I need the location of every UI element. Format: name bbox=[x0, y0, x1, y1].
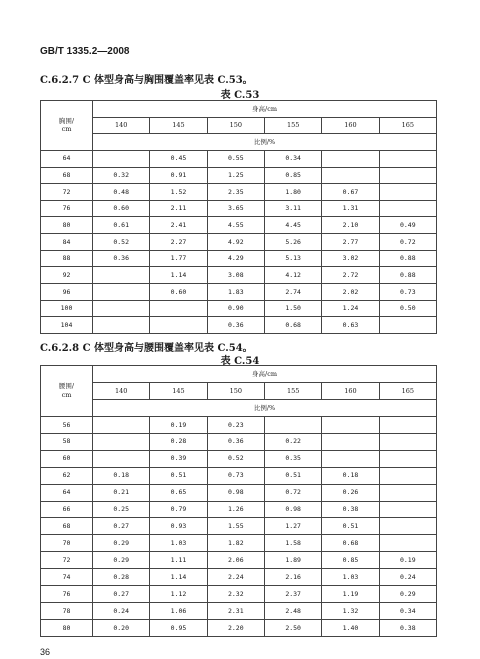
table-cell: 1.58 bbox=[264, 535, 321, 552]
table-cell: 0.29 bbox=[379, 586, 436, 603]
table-cell: 5.26 bbox=[264, 234, 321, 251]
table-cell bbox=[379, 150, 436, 167]
table-row bbox=[41, 620, 437, 637]
table-cell: 0.35 bbox=[264, 450, 321, 467]
table-row bbox=[41, 416, 437, 433]
table-cell bbox=[379, 433, 436, 450]
table-cell: 0.88 bbox=[379, 250, 436, 267]
table-cell: 2.50 bbox=[264, 620, 321, 637]
table-cell: 1.89 bbox=[264, 552, 321, 569]
table-cell: 1.03 bbox=[150, 535, 207, 552]
table-row bbox=[41, 484, 437, 501]
table-cell: 0.51 bbox=[264, 467, 321, 484]
table-cell bbox=[150, 300, 207, 317]
column-header: 155 bbox=[264, 382, 321, 399]
row-label: 96 bbox=[41, 284, 93, 301]
row-label: 100 bbox=[41, 300, 93, 317]
row-label: 104 bbox=[41, 317, 93, 334]
table-cell: 0.25 bbox=[93, 501, 150, 518]
table-row bbox=[41, 450, 437, 467]
table-cell: 0.34 bbox=[264, 150, 321, 167]
table-cell: 2.48 bbox=[264, 603, 321, 620]
table-cell bbox=[264, 416, 321, 433]
table-cell: 0.27 bbox=[93, 586, 150, 603]
table-cell bbox=[322, 150, 379, 167]
table-row bbox=[41, 234, 437, 251]
table-cell: 0.73 bbox=[207, 467, 264, 484]
column-header: 165 bbox=[379, 117, 436, 134]
table-cell: 0.39 bbox=[150, 450, 207, 467]
table-cell: 0.32 bbox=[93, 167, 150, 184]
header-row bbox=[41, 382, 437, 399]
table-cell: 0.88 bbox=[379, 267, 436, 284]
column-header: 160 bbox=[322, 382, 379, 399]
table-row bbox=[41, 184, 437, 201]
table-cell: 0.72 bbox=[264, 484, 321, 501]
table-cell: 1.14 bbox=[150, 267, 207, 284]
table-cell: 0.52 bbox=[93, 234, 150, 251]
header-row bbox=[41, 101, 437, 118]
table-c53 bbox=[40, 100, 437, 334]
table-cell: 2.77 bbox=[322, 234, 379, 251]
table-cell: 2.16 bbox=[264, 569, 321, 586]
table-cell: 1.83 bbox=[207, 284, 264, 301]
row-label: 56 bbox=[41, 416, 93, 433]
table-cell: 4.45 bbox=[264, 217, 321, 234]
column-group-header: 身高/cm bbox=[93, 366, 437, 383]
value-header: 比例/% bbox=[93, 134, 437, 151]
table-cell: 0.28 bbox=[93, 569, 150, 586]
table-cell: 1.77 bbox=[150, 250, 207, 267]
table-cell: 0.38 bbox=[322, 501, 379, 518]
column-header: 145 bbox=[150, 382, 207, 399]
table-row bbox=[41, 552, 437, 569]
row-label: 58 bbox=[41, 433, 93, 450]
table-cell: 0.55 bbox=[207, 150, 264, 167]
row-label: 72 bbox=[41, 184, 93, 201]
table-cell: 1.40 bbox=[322, 620, 379, 637]
row-label: 80 bbox=[41, 620, 93, 637]
table-cell: 0.98 bbox=[264, 501, 321, 518]
table-cell: 0.85 bbox=[322, 552, 379, 569]
table-cell: 0.51 bbox=[150, 467, 207, 484]
table-row bbox=[41, 284, 437, 301]
table-cell bbox=[379, 167, 436, 184]
table-cell: 1.82 bbox=[207, 535, 264, 552]
row-label: 72 bbox=[41, 552, 93, 569]
table-caption-c54: 表 C.54 bbox=[220, 356, 260, 367]
table-cell: 0.60 bbox=[150, 284, 207, 301]
table-cell: 2.24 bbox=[207, 569, 264, 586]
table-cell: 1.19 bbox=[322, 586, 379, 603]
table-cell bbox=[93, 300, 150, 317]
column-header: 160 bbox=[322, 117, 379, 134]
table-cell: 1.50 bbox=[264, 300, 321, 317]
row-label: 68 bbox=[41, 167, 93, 184]
table-cell bbox=[322, 416, 379, 433]
table-cell bbox=[379, 535, 436, 552]
row-label: 92 bbox=[41, 267, 93, 284]
table-cell: 0.27 bbox=[93, 518, 150, 535]
table-cell: 0.90 bbox=[207, 300, 264, 317]
table-cell: 2.72 bbox=[322, 267, 379, 284]
table-cell: 1.06 bbox=[150, 603, 207, 620]
table-cell: 0.85 bbox=[264, 167, 321, 184]
table-cell: 1.31 bbox=[322, 200, 379, 217]
table-cell: 0.68 bbox=[322, 535, 379, 552]
table-row bbox=[41, 467, 437, 484]
table-cell: 0.50 bbox=[379, 300, 436, 317]
table-cell bbox=[150, 317, 207, 334]
table-cell: 1.25 bbox=[207, 167, 264, 184]
table-row bbox=[41, 200, 437, 217]
table-cell: 0.29 bbox=[93, 535, 150, 552]
table-cell bbox=[322, 433, 379, 450]
table-cell bbox=[93, 284, 150, 301]
table-cell: 0.24 bbox=[93, 603, 150, 620]
table-cell: 0.48 bbox=[93, 184, 150, 201]
row-label: 78 bbox=[41, 603, 93, 620]
table-row bbox=[41, 569, 437, 586]
table-cell: 2.74 bbox=[264, 284, 321, 301]
column-header: 140 bbox=[93, 382, 150, 399]
header-row bbox=[41, 399, 437, 416]
table-cell: 3.02 bbox=[322, 250, 379, 267]
table-cell bbox=[93, 433, 150, 450]
header-row bbox=[41, 134, 437, 151]
table-cell: 0.79 bbox=[150, 501, 207, 518]
column-header: 145 bbox=[150, 117, 207, 134]
table-cell: 1.27 bbox=[264, 518, 321, 535]
table-cell bbox=[93, 267, 150, 284]
table-row bbox=[41, 518, 437, 535]
table-cell: 0.52 bbox=[207, 450, 264, 467]
header-row bbox=[41, 366, 437, 383]
table-cell: 1.26 bbox=[207, 501, 264, 518]
table-cell: 4.29 bbox=[207, 250, 264, 267]
table-cell: 0.20 bbox=[93, 620, 150, 637]
table-cell: 0.23 bbox=[207, 416, 264, 433]
column-header: 150 bbox=[207, 382, 264, 399]
column-header: 165 bbox=[379, 382, 436, 399]
table-row bbox=[41, 317, 437, 334]
header-row bbox=[41, 117, 437, 134]
table-cell: 0.22 bbox=[264, 433, 321, 450]
row-label: 60 bbox=[41, 450, 93, 467]
table-row bbox=[41, 250, 437, 267]
table-cell: 0.36 bbox=[93, 250, 150, 267]
table-cell: 0.51 bbox=[322, 518, 379, 535]
row-label: 68 bbox=[41, 518, 93, 535]
table-cell: 0.67 bbox=[322, 184, 379, 201]
table-cell: 0.19 bbox=[379, 552, 436, 569]
table-cell bbox=[379, 184, 436, 201]
table-cell: 1.52 bbox=[150, 184, 207, 201]
table-cell: 4.55 bbox=[207, 217, 264, 234]
table-cell: 1.32 bbox=[322, 603, 379, 620]
table-cell bbox=[93, 150, 150, 167]
table-cell bbox=[379, 467, 436, 484]
value-header: 比例/% bbox=[93, 399, 437, 416]
table-cell bbox=[322, 167, 379, 184]
row-label: 80 bbox=[41, 217, 93, 234]
row-label: 64 bbox=[41, 484, 93, 501]
row-label: 66 bbox=[41, 501, 93, 518]
row-header: 胸围/ cm bbox=[41, 101, 93, 151]
column-header: 140 bbox=[93, 117, 150, 134]
table-cell: 3.08 bbox=[207, 267, 264, 284]
table-cell: 0.34 bbox=[379, 603, 436, 620]
table-cell: 0.18 bbox=[322, 467, 379, 484]
column-header: 155 bbox=[264, 117, 321, 134]
section-heading-c627: C.6.2.7 C 体型身高与胸围覆盖率见表 C.53。 bbox=[40, 75, 253, 86]
table-cell: 2.02 bbox=[322, 284, 379, 301]
table-cell: 0.72 bbox=[379, 234, 436, 251]
table-cell: 1.03 bbox=[322, 569, 379, 586]
table-cell: 0.73 bbox=[379, 284, 436, 301]
table-row bbox=[41, 267, 437, 284]
row-label: 84 bbox=[41, 234, 93, 251]
table-cell: 2.06 bbox=[207, 552, 264, 569]
table-cell: 0.26 bbox=[322, 484, 379, 501]
table-cell: 0.63 bbox=[322, 317, 379, 334]
page-number: 36 bbox=[40, 647, 51, 657]
table-cell bbox=[93, 317, 150, 334]
table-cell bbox=[379, 317, 436, 334]
table-cell: 0.93 bbox=[150, 518, 207, 535]
table-row bbox=[41, 586, 437, 603]
table-cell: 1.11 bbox=[150, 552, 207, 569]
table-row bbox=[41, 300, 437, 317]
table-cell: 0.19 bbox=[150, 416, 207, 433]
table-cell: 2.27 bbox=[150, 234, 207, 251]
table-cell bbox=[379, 518, 436, 535]
row-label: 70 bbox=[41, 535, 93, 552]
table-row bbox=[41, 603, 437, 620]
table-cell bbox=[322, 450, 379, 467]
table-cell bbox=[379, 501, 436, 518]
table-caption-c53: 表 C.53 bbox=[220, 90, 260, 101]
table-row bbox=[41, 535, 437, 552]
table-cell bbox=[379, 200, 436, 217]
table-cell bbox=[379, 484, 436, 501]
table-row bbox=[41, 167, 437, 184]
row-label: 76 bbox=[41, 586, 93, 603]
row-label: 74 bbox=[41, 569, 93, 586]
table-cell: 2.31 bbox=[207, 603, 264, 620]
table-cell: 0.61 bbox=[93, 217, 150, 234]
table-cell: 1.80 bbox=[264, 184, 321, 201]
table-cell: 3.11 bbox=[264, 200, 321, 217]
table-cell: 2.11 bbox=[150, 200, 207, 217]
table-cell: 2.37 bbox=[264, 586, 321, 603]
column-header: 150 bbox=[207, 117, 264, 134]
table-cell: 4.92 bbox=[207, 234, 264, 251]
table-row bbox=[41, 433, 437, 450]
table-row bbox=[41, 150, 437, 167]
table-cell: 0.29 bbox=[93, 552, 150, 569]
table-cell: 1.24 bbox=[322, 300, 379, 317]
table-cell: 0.38 bbox=[379, 620, 436, 637]
table-cell: 2.32 bbox=[207, 586, 264, 603]
table-cell: 0.28 bbox=[150, 433, 207, 450]
table-cell: 0.21 bbox=[93, 484, 150, 501]
table-cell: 3.65 bbox=[207, 200, 264, 217]
table-cell: 0.68 bbox=[264, 317, 321, 334]
column-group-header: 身高/cm bbox=[93, 101, 437, 118]
table-cell: 0.60 bbox=[93, 200, 150, 217]
section-heading-c628: C.6.2.8 C 体型身高与腰围覆盖率见表 C.54。 bbox=[40, 343, 253, 354]
table-cell: 2.10 bbox=[322, 217, 379, 234]
table-cell: 0.98 bbox=[207, 484, 264, 501]
table-cell: 0.91 bbox=[150, 167, 207, 184]
table-cell: 0.18 bbox=[93, 467, 150, 484]
table-c54 bbox=[40, 365, 437, 637]
table-cell bbox=[93, 416, 150, 433]
table-cell bbox=[93, 450, 150, 467]
table-cell: 2.41 bbox=[150, 217, 207, 234]
table-cell: 1.14 bbox=[150, 569, 207, 586]
table-cell: 0.36 bbox=[207, 433, 264, 450]
table-cell: 0.49 bbox=[379, 217, 436, 234]
table-row bbox=[41, 217, 437, 234]
row-label: 88 bbox=[41, 250, 93, 267]
table-cell: 5.13 bbox=[264, 250, 321, 267]
table-row bbox=[41, 501, 437, 518]
table-cell: 0.36 bbox=[207, 317, 264, 334]
table-cell: 0.95 bbox=[150, 620, 207, 637]
table-cell: 1.55 bbox=[207, 518, 264, 535]
row-header: 腰围/ cm bbox=[41, 366, 93, 417]
row-label: 62 bbox=[41, 467, 93, 484]
table-cell: 0.65 bbox=[150, 484, 207, 501]
table-cell: 2.35 bbox=[207, 184, 264, 201]
table-cell: 0.45 bbox=[150, 150, 207, 167]
table-cell: 1.12 bbox=[150, 586, 207, 603]
table-cell: 4.12 bbox=[264, 267, 321, 284]
standard-code: GB/T 1335.2—2008 bbox=[40, 46, 130, 57]
table-cell bbox=[379, 416, 436, 433]
table-cell: 0.24 bbox=[379, 569, 436, 586]
row-label: 64 bbox=[41, 150, 93, 167]
table-cell bbox=[379, 450, 436, 467]
table-cell: 2.20 bbox=[207, 620, 264, 637]
row-label: 76 bbox=[41, 200, 93, 217]
